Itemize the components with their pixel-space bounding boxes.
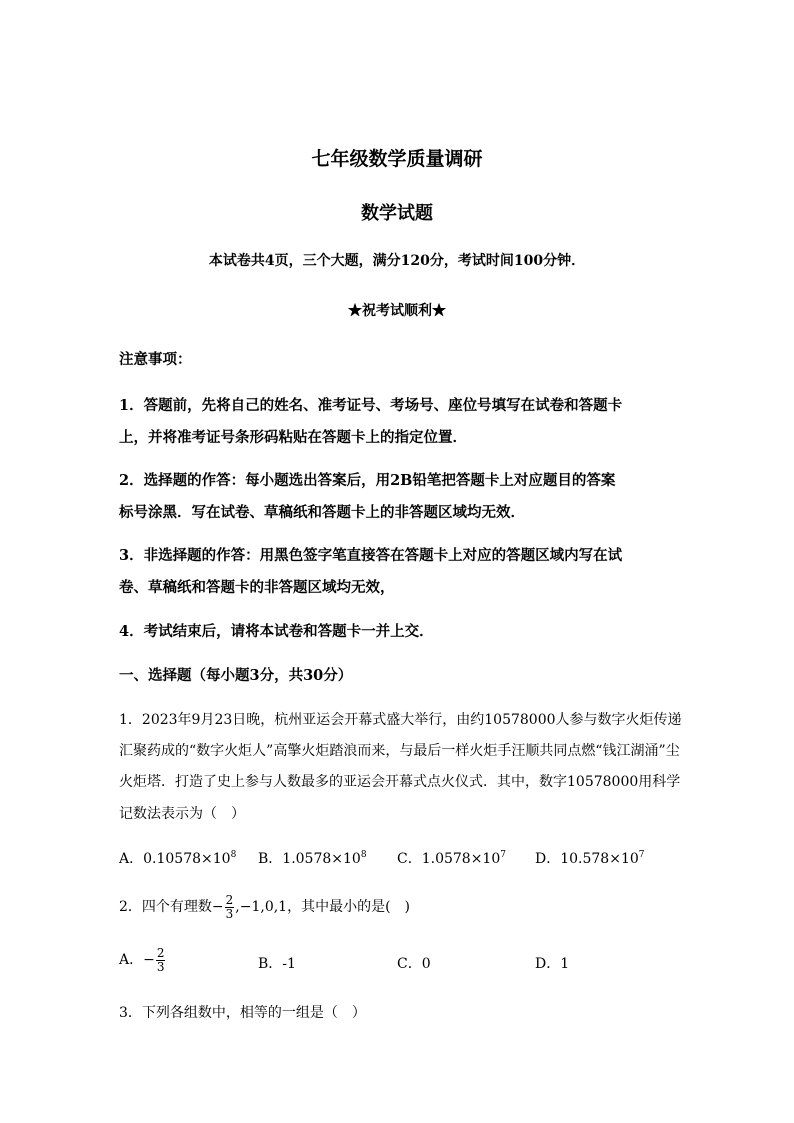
q1-option-d[interactable]: [535, 848, 645, 868]
q2-option-a-prefix: A．−: [119, 952, 155, 968]
q2-prefix: 2．四个有理数−: [119, 899, 224, 915]
q1-option-d-label: D．10.578×10: [535, 851, 639, 867]
notes-heading: 注意事项：: [119, 351, 192, 368]
q2-option-c[interactable]: C．0: [397, 956, 431, 972]
q1-option-a[interactable]: [119, 848, 236, 868]
q1-option-c-exp: 7: [500, 850, 506, 860]
q2-stem: [119, 893, 410, 921]
section-1-heading: 一、选择题（每小题3分，共30分）: [119, 667, 353, 684]
q1-option-b[interactable]: [258, 848, 367, 868]
q1-option-d-exp: 7: [638, 850, 645, 860]
q1-option-b-label: B．1.0578×10: [258, 851, 361, 867]
q1-line-4: 记数法表示为（ ）: [119, 806, 245, 822]
q2-option-a-fraction: [156, 947, 166, 974]
note-3-line-2: 卷、草稿纸和答题卡的非答题区域均无效，: [119, 579, 395, 596]
q1-option-a-label: A．0.10578×10: [119, 851, 231, 867]
q1-option-c-label: C．1.0578×10: [397, 851, 501, 867]
q1-option-b-exp: 8: [360, 850, 367, 860]
q2-option-b[interactable]: B．-1: [258, 956, 296, 972]
page-title: 七年级数学质量调研: [311, 148, 483, 170]
note-4: 4．考试结束后，请将本试卷和答题卡一并上交．: [119, 623, 434, 640]
q2-option-a-num: 2: [156, 945, 165, 960]
note-1-line-1: 1．答题前，先将自己的姓名、准考证号、考场号、座位号填写在试卷和答题卡: [119, 397, 623, 414]
q2-frac-num: 2: [225, 892, 234, 907]
note-2-line-1: 2．选择题的作答：每小题选出答案后，用2B铅笔把答题卡上对应题目的答案: [119, 472, 616, 489]
q2-option-a-den: 3: [156, 959, 165, 974]
q2-option-d[interactable]: D．1: [535, 956, 570, 972]
q1-line-3: 火炬塔．打造了史上参与人数最多的亚运会开幕式点火仪式．其中，数字10578000用科学: [119, 774, 681, 790]
exam-info: 本试卷共4页，三个大题，满分120分，考试时间100分钟．: [208, 253, 586, 269]
note-2-line-2: 标号涂黑．写在试卷、草稿纸和答题卡上的非答题区域均无效．: [119, 504, 525, 521]
q2-frac-den: 3: [225, 906, 234, 921]
q1-line-2: 汇聚药成的“数字火炬人”高擎火炬踏浪而来，与最后一样火炬手汪顺共同点燃“钱江湖涌”尘: [119, 743, 680, 759]
q2-fraction: [225, 894, 235, 921]
q2-suffix: ,−1,0,1，其中最小的是( ): [235, 899, 411, 915]
note-3-line-1: 3．非选择题的作答：用黑色签字笔直接答在答题卡上对应的答题区域内写在试: [119, 547, 623, 564]
q1-line-1: 1．2023年9月23日晚，杭州亚运会开幕式盛大举行，由约10578000人参与数字火炬传递: [119, 712, 682, 728]
q2-option-a[interactable]: [119, 946, 166, 974]
blessing-text: ★祝考试顺利★: [348, 303, 446, 319]
q1-option-c[interactable]: [397, 848, 506, 868]
note-1-line-2: 上，并将准考证号条形码粘贴在答题卡上的指定位置．: [119, 429, 467, 446]
q1-option-a-exp: 8: [230, 850, 237, 860]
q3-stem: 3．下列各组数中，相等的一组是（ ）: [119, 1005, 366, 1021]
page-subtitle: 数学试题: [361, 203, 433, 224]
